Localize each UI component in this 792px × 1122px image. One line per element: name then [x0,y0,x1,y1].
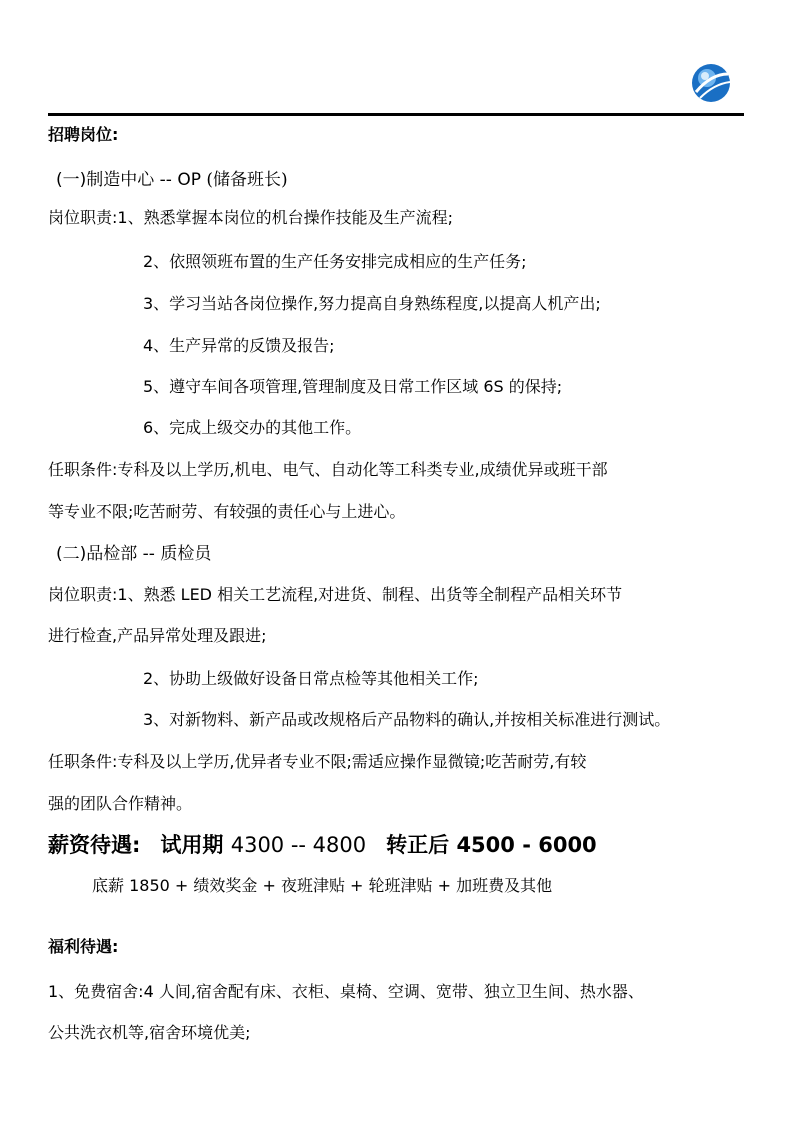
section2-heading: (二)品检部 -- 质检员 [56,544,212,564]
regular-range: 4500 - 6000 [456,833,597,857]
section1-duty-2: 2、依照领班布置的生产任务安排完成相应的生产任务; [143,252,527,271]
section1-duties-label: 岗位职责: [48,208,118,227]
section2-duty-2: 2、协助上级做好设备日常点检等其他相关工作; [143,669,479,688]
salary-line [48,832,597,858]
probation-label: 试用期 [160,833,224,857]
probation-range: 4300 -- 4800 [230,833,367,857]
section2-duty-1-line-1: 岗位职责:1、熟悉 LED 相关工艺流程,对进货、制程、出货等全制程产品相关环节 [48,585,623,604]
section2-req-line-1: 任职条件:专科及以上学历,优异者专业不限;需适应操作显微镜;吃苦耐劳,有较 [48,752,587,771]
benefit-item-1-line-2: 公共洗衣机等,宿舍环境优美; [48,1023,251,1042]
section1-req-line-2: 等专业不限;吃苦耐劳、有较强的责任心与上进心。 [48,502,406,521]
section1-duty-5: 5、遵守车间各项管理,管理制度及日常工作区域 6S 的保持; [143,377,563,396]
benefit-item-1-line-1: 1、免费宿舍:4 人间,宿舍配有床、衣柜、桌椅、空调、宽带、独立卫生间、热水器、 [48,982,644,1001]
section2-duty-1-line-2: 进行检查,产品异常处理及跟进; [48,626,267,645]
benefits-title: 福利待遇: [48,937,119,956]
regular-label: 转正后 [386,833,450,857]
header-divider [48,113,744,116]
section1-duty-4: 4、生产异常的反馈及报告; [143,336,335,355]
section2-req-line-2: 强的团队合作精神。 [48,794,193,813]
recruit-title: 招聘岗位: [48,125,119,144]
section1-duty-6: 6、完成上级交办的其他工作。 [143,418,362,437]
company-logo-icon [690,62,732,104]
section2-duty-3: 3、对新物料、新产品或改规格后产品物料的确认,并按相关标准进行测试。 [143,710,671,729]
salary-label: 薪资待遇: [48,833,141,857]
section1-req-line-1: 任职条件:专科及以上学历,机电、电气、自动化等工科类专业,成绩优异或班干部 [48,460,608,479]
section1-heading [56,170,288,190]
section1-heading-main: (一)制造中心 -- OP [56,170,201,190]
section1-duty-1: 1、熟悉掌握本岗位的机台操作技能及生产流程; [117,208,453,227]
section1-heading-sub: (储备班长) [206,170,288,190]
section1-duty-3: 3、学习当站各岗位操作,努力提高自身熟练程度,以提高人机产出; [143,294,601,313]
section1-duty-1-line [48,208,453,228]
salary-breakdown: 底薪 1850 + 绩效奖金 + 夜班津贴 + 轮班津贴 + 加班费及其他 [92,876,553,895]
